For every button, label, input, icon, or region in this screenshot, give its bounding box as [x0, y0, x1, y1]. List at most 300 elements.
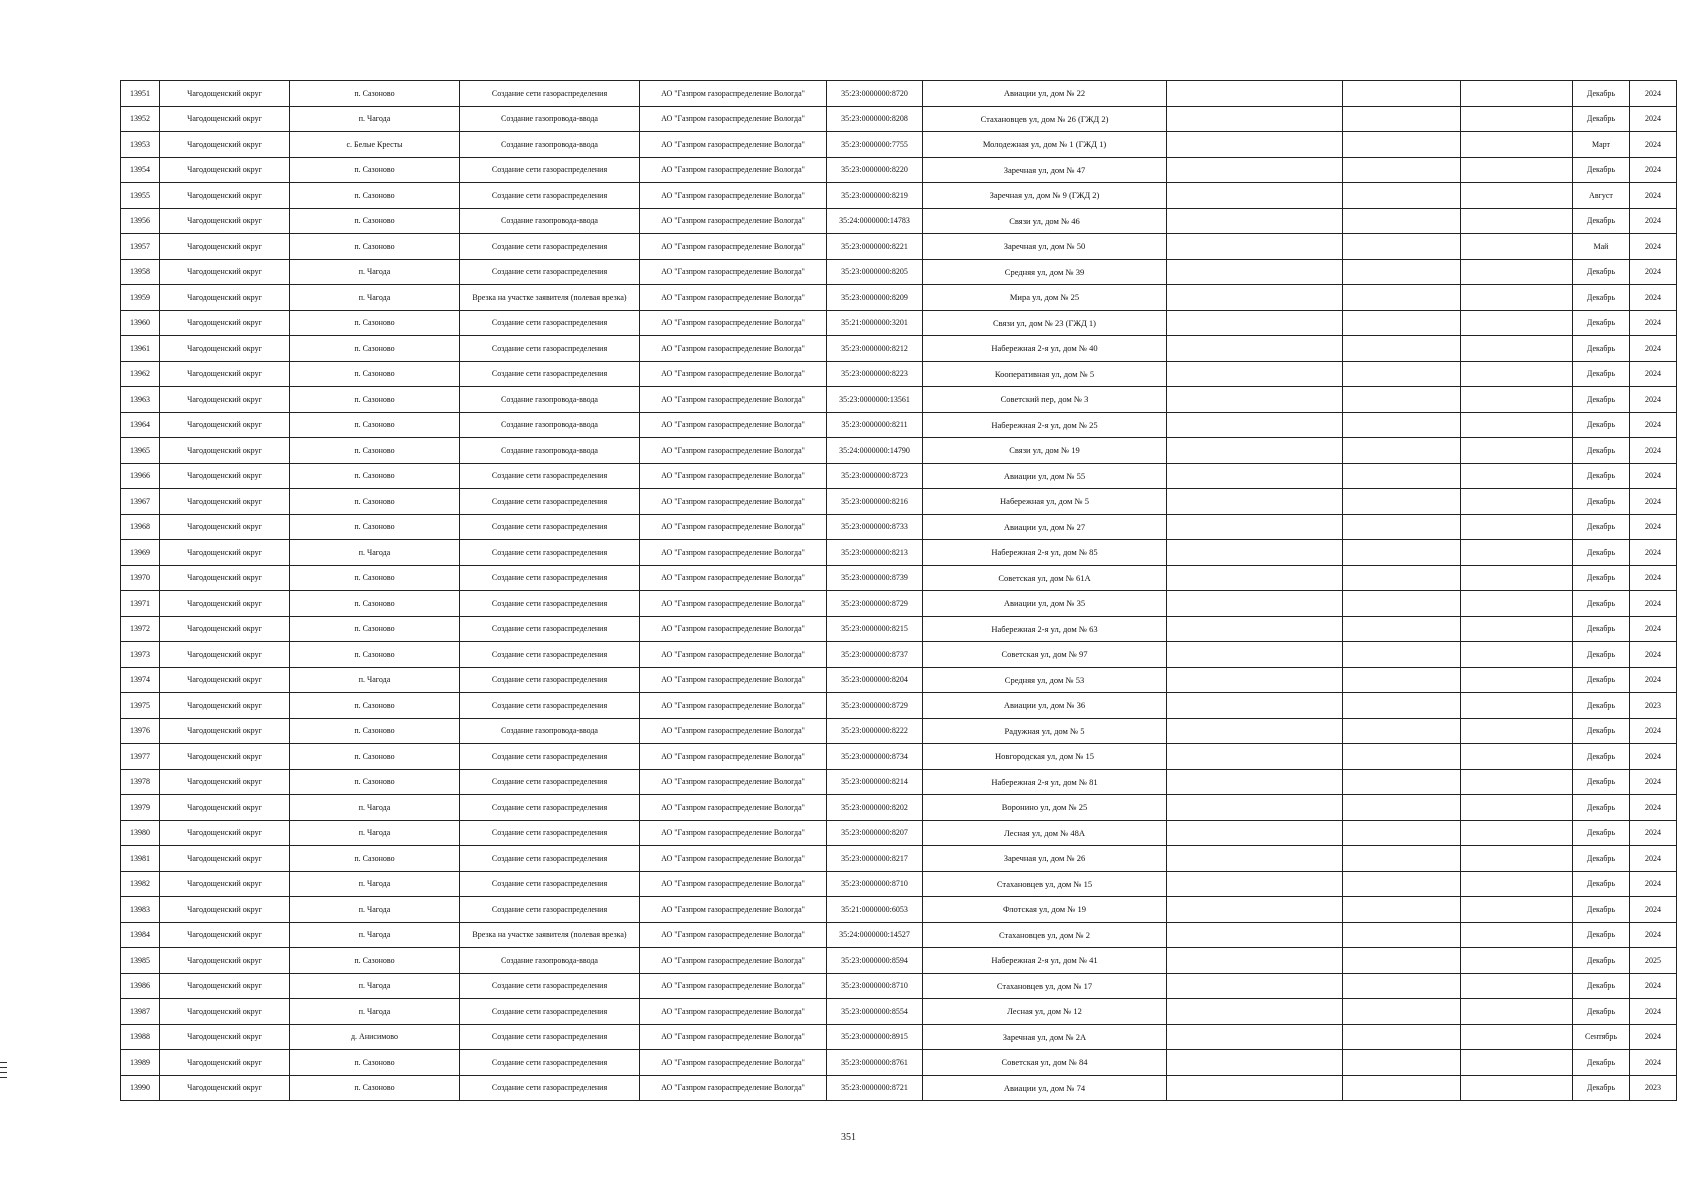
- cell-empty: [1167, 540, 1343, 566]
- cell-work-type: Создание сети газораспределения: [460, 489, 640, 515]
- cell-organization: АО "Газпром газораспределение Вологда": [640, 387, 827, 413]
- cell-cadastral-number: 35:23:0000000:8223: [827, 361, 923, 387]
- cell-address: Средняя ул, дом № 53: [923, 667, 1167, 693]
- cell-empty: [1461, 412, 1573, 438]
- cell-settlement: п. Сазоново: [290, 718, 460, 744]
- cell-number: 13972: [121, 616, 160, 642]
- cell-month: Декабрь: [1573, 565, 1630, 591]
- cell-year: 2024: [1630, 387, 1677, 413]
- table-row: [121, 259, 1677, 285]
- cell-empty: [1167, 463, 1343, 489]
- cell-number: 13977: [121, 744, 160, 770]
- cell-month: Декабрь: [1573, 336, 1630, 362]
- cell-organization: АО "Газпром газораспределение Вологда": [640, 438, 827, 464]
- cell-empty: [1167, 310, 1343, 336]
- cell-work-type: Создание сети газораспределения: [460, 897, 640, 923]
- cell-month: Декабрь: [1573, 285, 1630, 311]
- cell-number: 13990: [121, 1075, 160, 1101]
- cell-empty: [1343, 667, 1461, 693]
- cell-district: Чагодощенский округ: [160, 132, 290, 158]
- cell-organization: АО "Газпром газораспределение Вологда": [640, 795, 827, 821]
- cell-settlement: п. Сазоново: [290, 387, 460, 413]
- cell-settlement: п. Чагода: [290, 259, 460, 285]
- table-row: [121, 157, 1677, 183]
- cell-empty: [1343, 795, 1461, 821]
- cell-empty: [1167, 565, 1343, 591]
- cell-number: 13975: [121, 693, 160, 719]
- cell-cadastral-number: 35:23:0000000:8213: [827, 540, 923, 566]
- cell-number: 13962: [121, 361, 160, 387]
- cell-number: 13973: [121, 642, 160, 668]
- cell-empty: [1343, 846, 1461, 872]
- cell-address: Стахановцев ул, дом № 2: [923, 922, 1167, 948]
- cell-cadastral-number: 35:23:0000000:8202: [827, 795, 923, 821]
- cell-empty: [1167, 871, 1343, 897]
- cell-cadastral-number: 35:23:0000000:8761: [827, 1050, 923, 1076]
- cell-empty: [1343, 999, 1461, 1025]
- cell-organization: АО "Газпром газораспределение Вологда": [640, 616, 827, 642]
- cell-month: Май: [1573, 234, 1630, 260]
- cell-empty: [1167, 667, 1343, 693]
- cell-empty: [1343, 591, 1461, 617]
- cell-settlement: п. Сазоново: [290, 1075, 460, 1101]
- cell-work-type: Создание сети газораспределения: [460, 642, 640, 668]
- cell-district: Чагодощенский округ: [160, 157, 290, 183]
- cell-year: 2025: [1630, 948, 1677, 974]
- cell-empty: [1167, 208, 1343, 234]
- cell-empty: [1343, 514, 1461, 540]
- cell-work-type: Врезка на участке заявителя (полевая врезка): [460, 922, 640, 948]
- cell-district: Чагодощенский округ: [160, 999, 290, 1025]
- cell-work-type: Создание газопровода-ввода: [460, 132, 640, 158]
- cell-number: 13978: [121, 769, 160, 795]
- cell-district: Чагодощенский округ: [160, 922, 290, 948]
- cell-work-type: Создание газопровода-ввода: [460, 387, 640, 413]
- cell-empty: [1461, 642, 1573, 668]
- cell-empty: [1167, 795, 1343, 821]
- table-row: [121, 132, 1677, 158]
- cell-empty: [1167, 489, 1343, 515]
- cell-cadastral-number: 35:23:0000000:8721: [827, 1075, 923, 1101]
- cell-year: 2024: [1630, 769, 1677, 795]
- cell-cadastral-number: 35:24:0000000:14783: [827, 208, 923, 234]
- cell-empty: [1167, 438, 1343, 464]
- cell-empty: [1461, 1050, 1573, 1076]
- cell-year: 2024: [1630, 438, 1677, 464]
- cell-cadastral-number: 35:23:0000000:8216: [827, 489, 923, 515]
- cell-work-type: Врезка на участке заявителя (полевая врезка): [460, 285, 640, 311]
- cell-settlement: п. Чагода: [290, 540, 460, 566]
- cell-district: Чагодощенский округ: [160, 259, 290, 285]
- cell-month: Сентябрь: [1573, 1024, 1630, 1050]
- cell-cadastral-number: 35:23:0000000:8215: [827, 616, 923, 642]
- cell-settlement: п. Сазоново: [290, 642, 460, 668]
- cell-work-type: Создание сети газораспределения: [460, 234, 640, 260]
- cell-organization: АО "Газпром газораспределение Вологда": [640, 922, 827, 948]
- cell-empty: [1343, 1075, 1461, 1101]
- cell-empty: [1167, 183, 1343, 209]
- cell-year: 2024: [1630, 81, 1677, 107]
- cell-organization: АО "Газпром газораспределение Вологда": [640, 667, 827, 693]
- cell-empty: [1461, 310, 1573, 336]
- table-row: [121, 183, 1677, 209]
- cell-work-type: Создание сети газораспределения: [460, 310, 640, 336]
- table-row: [121, 718, 1677, 744]
- cell-organization: АО "Газпром газораспределение Вологда": [640, 514, 827, 540]
- cell-empty: [1461, 81, 1573, 107]
- cell-empty: [1167, 744, 1343, 770]
- cell-organization: АО "Газпром газораспределение Вологда": [640, 693, 827, 719]
- cell-district: Чагодощенский округ: [160, 183, 290, 209]
- cell-year: 2024: [1630, 642, 1677, 668]
- cell-year: 2024: [1630, 616, 1677, 642]
- cell-settlement: п. Сазоново: [290, 846, 460, 872]
- cell-cadastral-number: 35:23:0000000:8729: [827, 591, 923, 617]
- cell-empty: [1167, 259, 1343, 285]
- cell-month: Декабрь: [1573, 157, 1630, 183]
- cell-empty: [1461, 514, 1573, 540]
- table-row: [121, 616, 1677, 642]
- cell-empty: [1461, 846, 1573, 872]
- cell-year: 2024: [1630, 1050, 1677, 1076]
- cell-address: Советская ул, дом № 61А: [923, 565, 1167, 591]
- cell-address: Советская ул, дом № 97: [923, 642, 1167, 668]
- cell-address: Авиации ул, дом № 27: [923, 514, 1167, 540]
- cell-empty: [1343, 820, 1461, 846]
- table-row: [121, 208, 1677, 234]
- cell-empty: [1167, 514, 1343, 540]
- cell-empty: [1167, 846, 1343, 872]
- cell-empty: [1343, 387, 1461, 413]
- cell-cadastral-number: 35:23:0000000:8739: [827, 565, 923, 591]
- cell-empty: [1461, 769, 1573, 795]
- cell-address: Средняя ул, дом № 39: [923, 259, 1167, 285]
- cell-number: 13966: [121, 463, 160, 489]
- cell-address: Набережная 2-я ул, дом № 85: [923, 540, 1167, 566]
- cell-empty: [1343, 769, 1461, 795]
- cell-settlement: п. Сазоново: [290, 438, 460, 464]
- cell-month: Декабрь: [1573, 616, 1630, 642]
- cell-work-type: Создание сети газораспределения: [460, 973, 640, 999]
- cell-address: Мира ул, дом № 25: [923, 285, 1167, 311]
- cell-number: 13959: [121, 285, 160, 311]
- cell-number: 13987: [121, 999, 160, 1025]
- cell-year: 2024: [1630, 361, 1677, 387]
- cell-district: Чагодощенский округ: [160, 387, 290, 413]
- cell-year: 2024: [1630, 591, 1677, 617]
- cell-address: Заречная ул, дом № 47: [923, 157, 1167, 183]
- table-row: [121, 310, 1677, 336]
- cell-empty: [1343, 897, 1461, 923]
- table-row: [121, 489, 1677, 515]
- cell-organization: АО "Газпром газораспределение Вологда": [640, 336, 827, 362]
- cell-address: Заречная ул, дом № 2А: [923, 1024, 1167, 1050]
- cell-settlement: п. Сазоново: [290, 1050, 460, 1076]
- cell-address: Флотская ул, дом № 19: [923, 897, 1167, 923]
- cell-year: 2024: [1630, 259, 1677, 285]
- cell-cadastral-number: 35:23:0000000:8710: [827, 871, 923, 897]
- cell-month: Декабрь: [1573, 922, 1630, 948]
- cell-empty: [1461, 922, 1573, 948]
- table-row: [121, 973, 1677, 999]
- cell-year: 2023: [1630, 693, 1677, 719]
- cell-address: Заречная ул, дом № 9 (ГЖД 2): [923, 183, 1167, 209]
- cell-district: Чагодощенский округ: [160, 1075, 290, 1101]
- cell-settlement: п. Чагода: [290, 897, 460, 923]
- cell-number: 13976: [121, 718, 160, 744]
- table-row: [121, 361, 1677, 387]
- cell-work-type: Создание сети газораспределения: [460, 565, 640, 591]
- cell-cadastral-number: 35:23:0000000:8214: [827, 769, 923, 795]
- cell-year: 2024: [1630, 871, 1677, 897]
- cell-organization: АО "Газпром газораспределение Вологда": [640, 234, 827, 260]
- cell-empty: [1167, 897, 1343, 923]
- table-row: [121, 820, 1677, 846]
- table-row: [121, 795, 1677, 821]
- cell-address: Набережная 2-я ул, дом № 25: [923, 412, 1167, 438]
- cell-settlement: п. Сазоново: [290, 412, 460, 438]
- cell-empty: [1167, 106, 1343, 132]
- cell-empty: [1167, 591, 1343, 617]
- cell-settlement: п. Чагода: [290, 922, 460, 948]
- cell-empty: [1343, 1050, 1461, 1076]
- table-row: [121, 412, 1677, 438]
- cell-year: 2024: [1630, 744, 1677, 770]
- cell-month: Декабрь: [1573, 820, 1630, 846]
- cell-work-type: Создание сети газораспределения: [460, 1075, 640, 1101]
- cell-address: Лесная ул, дом № 12: [923, 999, 1167, 1025]
- cell-address: Стахановцев ул, дом № 26 (ГЖД 2): [923, 106, 1167, 132]
- table-row: [121, 514, 1677, 540]
- cell-month: Декабрь: [1573, 259, 1630, 285]
- cell-address: Авиации ул, дом № 36: [923, 693, 1167, 719]
- cell-work-type: Создание сети газораспределения: [460, 693, 640, 719]
- cell-month: Декабрь: [1573, 412, 1630, 438]
- cell-cadastral-number: 35:23:0000000:8219: [827, 183, 923, 209]
- cell-empty: [1461, 259, 1573, 285]
- cell-month: Декабрь: [1573, 897, 1630, 923]
- cell-number: 13971: [121, 591, 160, 617]
- cell-empty: [1461, 973, 1573, 999]
- cell-number: 13956: [121, 208, 160, 234]
- cell-number: 13982: [121, 871, 160, 897]
- cell-year: 2024: [1630, 540, 1677, 566]
- cell-year: 2024: [1630, 820, 1677, 846]
- cell-cadastral-number: 35:23:0000000:8720: [827, 81, 923, 107]
- cell-organization: АО "Газпром газораспределение Вологда": [640, 540, 827, 566]
- cell-organization: АО "Газпром газораспределение Вологда": [640, 820, 827, 846]
- cell-cadastral-number: 35:23:0000000:8221: [827, 234, 923, 260]
- table-row: [121, 1024, 1677, 1050]
- cell-empty: [1343, 973, 1461, 999]
- cell-district: Чагодощенский округ: [160, 591, 290, 617]
- table-row: [121, 693, 1677, 719]
- cell-district: Чагодощенский округ: [160, 336, 290, 362]
- cell-work-type: Создание сети газораспределения: [460, 616, 640, 642]
- cell-year: 2024: [1630, 157, 1677, 183]
- table-row: [121, 463, 1677, 489]
- cell-work-type: Создание сети газораспределения: [460, 463, 640, 489]
- cell-district: Чагодощенский округ: [160, 1050, 290, 1076]
- cell-year: 2024: [1630, 106, 1677, 132]
- cell-work-type: Создание газопровода-ввода: [460, 106, 640, 132]
- cell-year: 2024: [1630, 999, 1677, 1025]
- cell-number: 13961: [121, 336, 160, 362]
- cell-empty: [1343, 616, 1461, 642]
- cell-empty: [1343, 208, 1461, 234]
- cell-organization: АО "Газпром газораспределение Вологда": [640, 871, 827, 897]
- cell-settlement: п. Сазоново: [290, 183, 460, 209]
- cell-settlement: п. Сазоново: [290, 157, 460, 183]
- cell-year: 2023: [1630, 1075, 1677, 1101]
- cell-cadastral-number: 35:23:0000000:7755: [827, 132, 923, 158]
- cell-settlement: п. Чагода: [290, 820, 460, 846]
- cell-year: 2024: [1630, 463, 1677, 489]
- cell-empty: [1461, 285, 1573, 311]
- cell-number: 13974: [121, 667, 160, 693]
- cell-empty: [1167, 616, 1343, 642]
- cell-empty: [1461, 387, 1573, 413]
- table-row: [121, 744, 1677, 770]
- cell-month: Декабрь: [1573, 846, 1630, 872]
- cell-empty: [1167, 999, 1343, 1025]
- cell-settlement: п. Чагода: [290, 106, 460, 132]
- cell-address: Воронино ул, дом № 25: [923, 795, 1167, 821]
- cell-empty: [1167, 948, 1343, 974]
- cell-work-type: Создание сети газораспределения: [460, 157, 640, 183]
- cell-organization: АО "Газпром газораспределение Вологда": [640, 463, 827, 489]
- cell-settlement: п. Сазоново: [290, 361, 460, 387]
- cell-district: Чагодощенский округ: [160, 412, 290, 438]
- cell-empty: [1461, 565, 1573, 591]
- table-row: [121, 999, 1677, 1025]
- table-row: [121, 81, 1677, 107]
- cell-empty: [1343, 106, 1461, 132]
- cell-district: Чагодощенский округ: [160, 693, 290, 719]
- cell-year: 2024: [1630, 1024, 1677, 1050]
- cell-month: Декабрь: [1573, 795, 1630, 821]
- cell-settlement: п. Чагода: [290, 285, 460, 311]
- cell-organization: АО "Газпром газораспределение Вологда": [640, 157, 827, 183]
- cell-address: Набережная 2-я ул, дом № 41: [923, 948, 1167, 974]
- cell-empty: [1167, 922, 1343, 948]
- cell-number: 13984: [121, 922, 160, 948]
- cell-empty: [1167, 642, 1343, 668]
- cell-cadastral-number: 35:23:0000000:8594: [827, 948, 923, 974]
- cell-district: Чагодощенский округ: [160, 81, 290, 107]
- cell-number: 13983: [121, 897, 160, 923]
- cell-address: Новгородская ул, дом № 15: [923, 744, 1167, 770]
- cell-year: 2024: [1630, 412, 1677, 438]
- cell-empty: [1167, 412, 1343, 438]
- cell-empty: [1167, 973, 1343, 999]
- cell-year: 2024: [1630, 489, 1677, 515]
- cell-work-type: Создание сети газораспределения: [460, 999, 640, 1025]
- cell-district: Чагодощенский округ: [160, 897, 290, 923]
- table-row: [121, 540, 1677, 566]
- cell-work-type: Создание сети газораспределения: [460, 81, 640, 107]
- cell-organization: АО "Газпром газораспределение Вологда": [640, 846, 827, 872]
- cell-cadastral-number: 35:21:0000000:6053: [827, 897, 923, 923]
- cell-number: 13952: [121, 106, 160, 132]
- table-row: [121, 591, 1677, 617]
- table-row: [121, 1050, 1677, 1076]
- cell-year: 2024: [1630, 667, 1677, 693]
- cell-empty: [1167, 285, 1343, 311]
- cell-month: Декабрь: [1573, 208, 1630, 234]
- cell-address: Заречная ул, дом № 26: [923, 846, 1167, 872]
- cell-number: 13989: [121, 1050, 160, 1076]
- cell-cadastral-number: 35:23:0000000:8209: [827, 285, 923, 311]
- cell-empty: [1167, 693, 1343, 719]
- cell-cadastral-number: 35:23:0000000:8208: [827, 106, 923, 132]
- cell-district: Чагодощенский округ: [160, 948, 290, 974]
- cell-empty: [1167, 132, 1343, 158]
- cell-month: Март: [1573, 132, 1630, 158]
- cell-empty: [1343, 183, 1461, 209]
- cell-settlement: п. Чагода: [290, 871, 460, 897]
- cell-district: Чагодощенский округ: [160, 540, 290, 566]
- cell-empty: [1343, 948, 1461, 974]
- table-row: [121, 1075, 1677, 1101]
- cell-cadastral-number: 35:23:0000000:8554: [827, 999, 923, 1025]
- cell-empty: [1167, 157, 1343, 183]
- cell-address: Авиации ул, дом № 22: [923, 81, 1167, 107]
- cell-empty: [1343, 540, 1461, 566]
- cell-work-type: Создание сети газораспределения: [460, 514, 640, 540]
- cell-number: 13960: [121, 310, 160, 336]
- cell-year: 2024: [1630, 183, 1677, 209]
- table-row: [121, 897, 1677, 923]
- cell-district: Чагодощенский округ: [160, 361, 290, 387]
- cell-settlement: п. Сазоново: [290, 693, 460, 719]
- cell-empty: [1167, 81, 1343, 107]
- cell-address: Авиации ул, дом № 74: [923, 1075, 1167, 1101]
- cell-number: 13951: [121, 81, 160, 107]
- cell-empty: [1461, 336, 1573, 362]
- cell-organization: АО "Газпром газораспределение Вологда": [640, 412, 827, 438]
- cell-empty: [1461, 234, 1573, 260]
- margin-marks: [0, 1062, 8, 1082]
- cell-empty: [1343, 310, 1461, 336]
- cell-empty: [1167, 387, 1343, 413]
- cell-district: Чагодощенский округ: [160, 463, 290, 489]
- cell-empty: [1343, 336, 1461, 362]
- cell-organization: АО "Газпром газораспределение Вологда": [640, 208, 827, 234]
- cell-settlement: п. Сазоново: [290, 744, 460, 770]
- cell-number: 13958: [121, 259, 160, 285]
- cell-district: Чагодощенский округ: [160, 438, 290, 464]
- cell-month: Декабрь: [1573, 514, 1630, 540]
- cell-organization: АО "Газпром газораспределение Вологда": [640, 361, 827, 387]
- cell-empty: [1167, 336, 1343, 362]
- cell-settlement: п. Сазоново: [290, 565, 460, 591]
- cell-month: Декабрь: [1573, 1050, 1630, 1076]
- table-body: [121, 81, 1677, 1101]
- cell-district: Чагодощенский округ: [160, 973, 290, 999]
- cell-empty: [1461, 132, 1573, 158]
- cell-empty: [1461, 693, 1573, 719]
- table-row: [121, 336, 1677, 362]
- cell-empty: [1343, 1024, 1461, 1050]
- cell-settlement: п. Чагода: [290, 667, 460, 693]
- cell-cadastral-number: 35:23:0000000:8915: [827, 1024, 923, 1050]
- cell-district: Чагодощенский округ: [160, 871, 290, 897]
- cell-number: 13968: [121, 514, 160, 540]
- cell-cadastral-number: 35:23:0000000:13561: [827, 387, 923, 413]
- cell-cadastral-number: 35:23:0000000:8733: [827, 514, 923, 540]
- cell-address: Набережная ул, дом № 5: [923, 489, 1167, 515]
